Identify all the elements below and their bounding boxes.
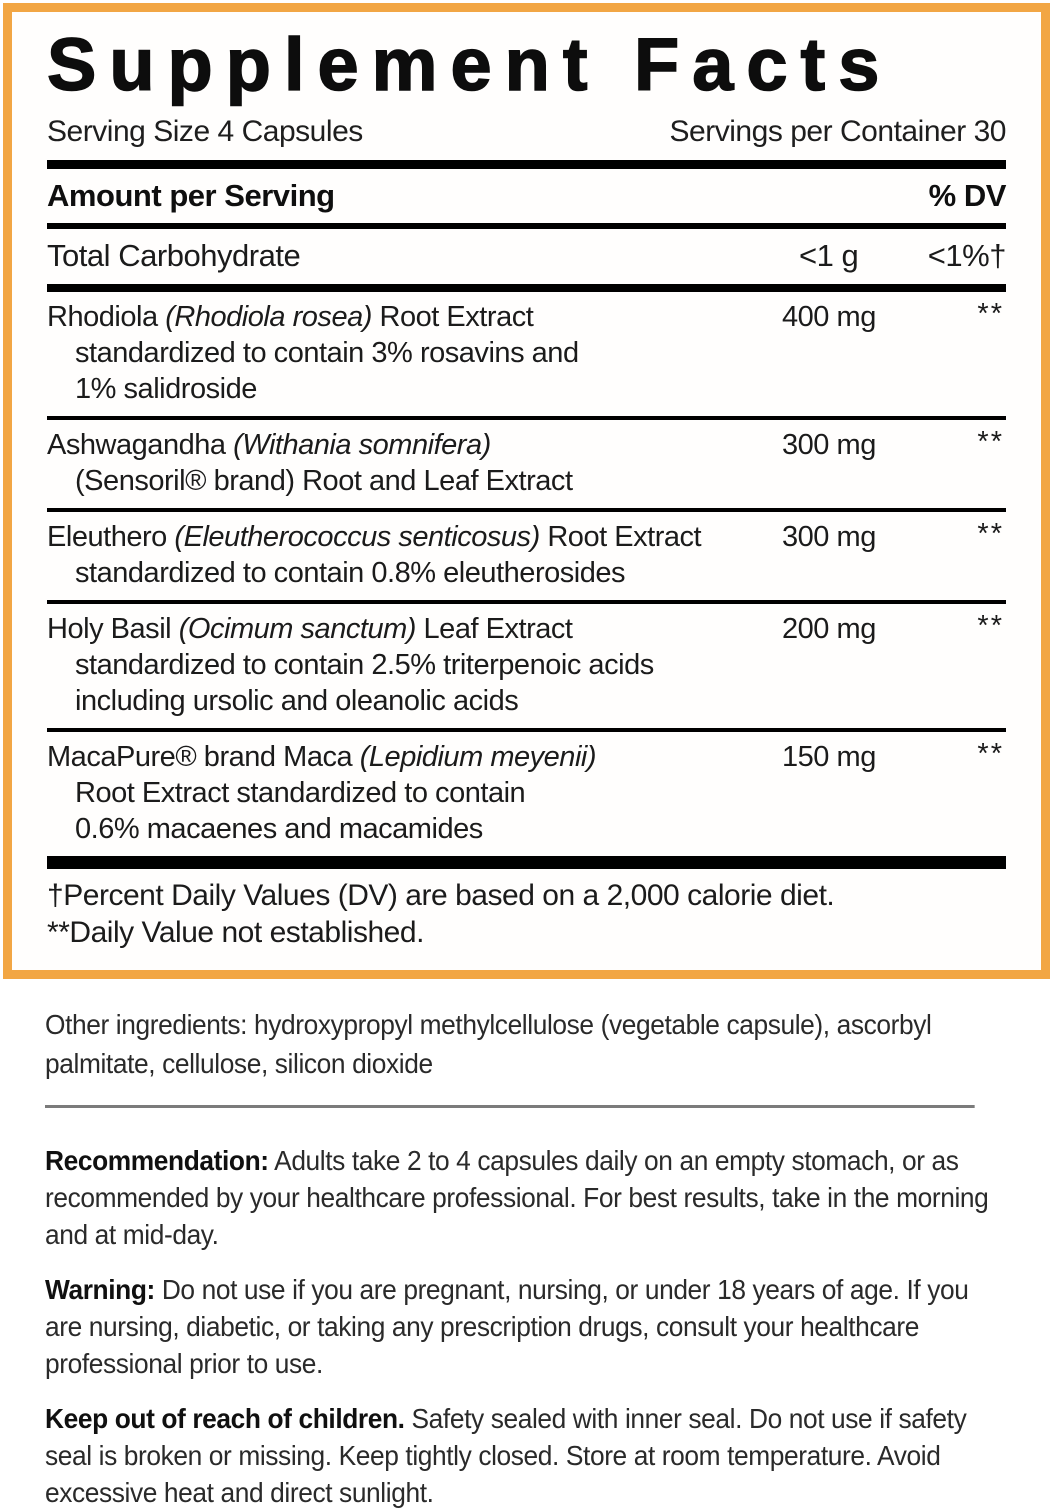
nutrient-name: Total Carbohydrate: [47, 238, 301, 273]
serving-size: Serving Size 4 Capsules: [47, 115, 363, 148]
ingredient-amount: 400 mg: [782, 301, 876, 333]
ingredient-amount: 300 mg: [782, 521, 876, 553]
table-row: [47, 229, 1006, 284]
divider-heavy: [47, 856, 1006, 869]
ingredient-name: MacaPure® brand Maca (Lepidium meyenii): [47, 741, 597, 773]
ingredient-description: standardized to contain 3% rosavins and: [75, 337, 579, 369]
nutrient-dv: <1%†: [927, 238, 1006, 273]
ingredient-name: Ashwagandha (Withania somnifera): [47, 429, 491, 461]
ingredient-amount: 300 mg: [782, 429, 876, 461]
footnote-not-established: **Daily Value not established.: [47, 916, 424, 949]
divider-thick: [47, 160, 1006, 169]
ingredient-name: Rhodiola (Rhodiola rosea) Root Extract: [47, 301, 534, 333]
nutrient-amount: <1 g: [799, 238, 859, 273]
section-divider: [45, 1105, 975, 1108]
ingredient-dv: **: [977, 738, 1004, 770]
ingredient-amount: 150 mg: [782, 741, 876, 773]
ingredient-name: Eleuthero (Eleutherococcus senticosus) Root Extract: [47, 521, 702, 553]
recommendation-label: Recommendation:: [45, 1145, 269, 1176]
warning-paragraph: [45, 1271, 1004, 1382]
ingredient-dv: **: [977, 298, 1004, 330]
footnote-daily-value: †Percent Daily Values (DV) are based on a 2,000 calorie diet.: [47, 879, 835, 912]
ingredient-description: standardized to contain 0.8% eleutherosides: [75, 557, 626, 589]
table-row: [47, 292, 1006, 416]
ingredient-description: 1% salidroside: [75, 373, 257, 405]
ingredient-dv: **: [977, 610, 1004, 642]
ingredient-dv: **: [977, 426, 1004, 458]
ingredient-description: (Sensoril® brand) Root and Leaf Extract: [75, 465, 573, 497]
serving-info-row: [47, 114, 1006, 150]
ingredient-description: including ursolic and oleanolic acids: [75, 685, 519, 717]
table-row: [47, 600, 1006, 728]
recommendation-text: Adults take 2 to 4 capsules daily on an empty stomach, or as recommended by your healthcare professional. For best results, take in the morning and at mid-day.: [45, 1145, 989, 1250]
warning-label: Warning:: [45, 1274, 155, 1305]
ingredient-description: Root Extract standardized to contain: [75, 777, 526, 809]
warning-text: Do not use if you are pregnant, nursing, or under 18 years of age. If you are nursing, diabetic, or taking any prescription drugs, consult your healthcare professional prior to use.: [45, 1274, 969, 1379]
supplement-facts-panel: [3, 3, 1050, 979]
table-header-row: [47, 169, 1006, 223]
footnotes: [47, 869, 1006, 951]
ingredient-description: 0.6% macaenes and macamides: [75, 813, 483, 845]
percent-dv-header: % DV: [928, 178, 1006, 213]
children-storage-label: Keep out of reach of children.: [45, 1403, 405, 1434]
divider-thick: [47, 284, 1006, 292]
children-storage-paragraph: [45, 1400, 1004, 1511]
ingredient-amount: 200 mg: [782, 613, 876, 645]
ingredient-name: Holy Basil (Ocimum sanctum) Leaf Extract: [47, 613, 573, 645]
children-storage-text: Safety sealed with inner seal. Do not use if safety seal is broken or missing. Keep tightly closed. Store at room temperature. Avoid excessive heat and direct sunlight.: [45, 1403, 967, 1508]
servings-per-container: Servings per Container 30: [669, 115, 1006, 148]
label-lower-text: [45, 1005, 1004, 1511]
table-row: [47, 728, 1006, 856]
supplement-facts-title: Supplement Facts: [47, 23, 893, 106]
table-row: [47, 416, 1006, 508]
amount-per-serving-header: Amount per Serving: [47, 178, 335, 213]
other-ingredients-paragraph: Other ingredients: hydroxypropyl methylcellulose (vegetable capsule), ascorbyl palmitate, cellulose, silicon dioxide: [45, 1009, 932, 1079]
recommendation-paragraph: [45, 1142, 1004, 1253]
ingredient-dv: **: [977, 518, 1004, 550]
ingredient-description: standardized to contain 2.5% triterpenoic acids: [75, 649, 654, 681]
table-row: [47, 508, 1006, 600]
